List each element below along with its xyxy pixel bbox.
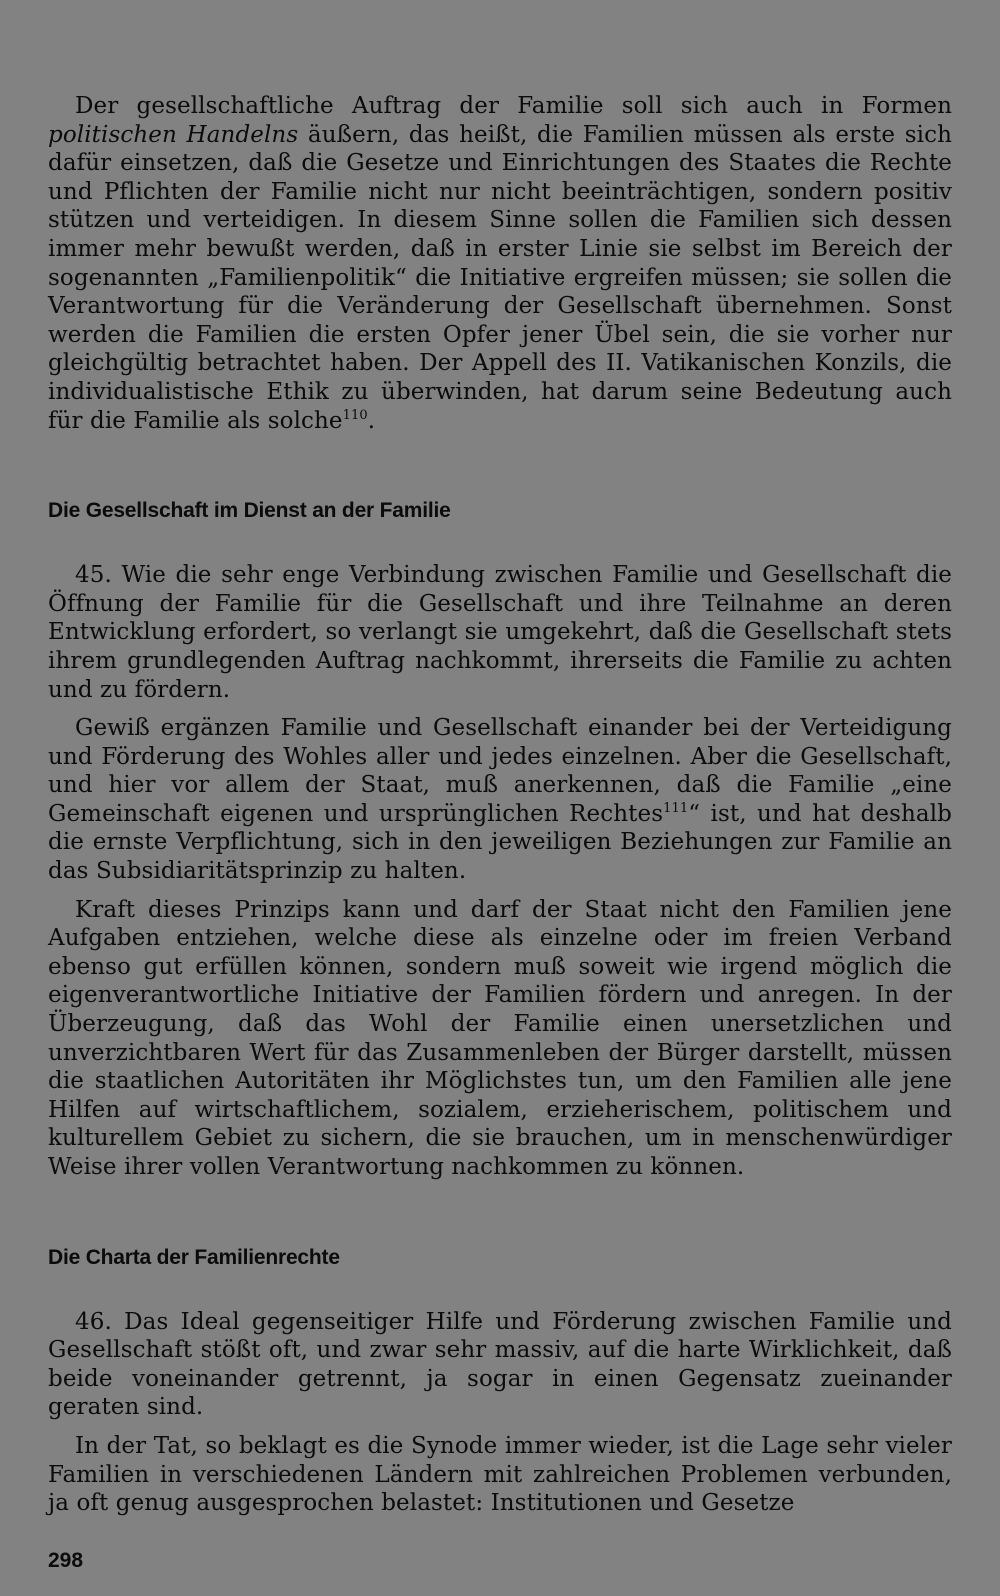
- paragraph-46: 46. Das Ideal gegenseitiger Hilfe und Förderung zwischen Familie und Gesellschaft stößt oft, und zwar sehr massiv, auf die harte Wirklichkeit, daß beide voneinander getrennt, ja sogar in einen Gegensatz zueinander geraten sind.: [48, 1308, 952, 1421]
- page-number: 298: [48, 1549, 84, 1572]
- paragraph-45: 45. Wie die sehr enge Verbindung zwischen Familie und Gesellschaft die Öffnung der Familie für die Gesellschaft und ihre Teilnahme an deren Entwicklung erfordert, so verlangt sie umgekehrt, daß die Gesellschaft stets ihrem grundlegenden Auftrag nachkommt, ihrerseits die Familie zu achten und zu fördern.: [48, 562, 952, 703]
- footnote-marker: 111: [663, 800, 689, 816]
- paragraph-text: Der gesellschaftliche Auftrag der Familie soll sich auch in Formen: [75, 93, 952, 119]
- paragraph-text: äußern, das heißt, die Familien müssen als erste sich dafür einsetzen, daß die Gesetze und Einrichtungen des Staates die Rechte und Pflichten der Familie nicht nur nicht beeinträchtigen, sondern positiv stützen und verteidigen. In diesem Sinne sollen die Familien sich dessen immer mehr bewußt werden, daß in erster Linie sie selbst im Bereich der sogenannten „Familienpolitik“ die Initiative ergreifen müssen; sie sollen die Verantwortung für die Veränderung der Gesellschaft übernehmen. Sonst werden die Familien die ersten Opfer jener Übel sein, die sie vorher nur gleichgültig betrachtet haben. Der Appell des II. Vatikanischen Konzils, die individualistische Ethik zu überwinden, hat darum seine Bedeutung auch für die Familie als solche: [48, 121, 952, 434]
- section-heading-society-serving-family: Die Gesellschaft im Dienst an der Familie: [48, 499, 451, 523]
- section-heading-charter-family-rights: Die Charta der Familienrechte: [48, 1245, 340, 1269]
- paragraph-text: Gewiß ergänzen Familie und Gesellschaft einander bei der Verteidigung und Förderung des Wohles aller und jedes einzelnen. Aber die Gesellschaft, und hier vor allem der Staat, muß anerkennen, daß die Familie „eine Gemeinschaft eigenen und ursprünglichen Rechtes: [48, 715, 952, 827]
- paragraph-text: “ ist, und hat deshalb die ernste Verpflichtung, sich in den jeweiligen Beziehungen zur Familie an das Subsidiaritätsprinzip zu halten.: [48, 800, 952, 885]
- footnote-marker: 110: [342, 407, 368, 423]
- paragraph-text: .: [367, 407, 376, 434]
- paragraph-principle: Kraft dieses Prinzips kann und darf der Staat nicht den Familien jene Aufgaben entziehen, welche diese als einzelne oder im freien Verband ebenso gut erfüllen können, sondern muß soweit wie irgend möglich die eigenverantwortliche Initiative der Familien fördern und anregen. In der Überzeugung, daß das Wohl der Familie einen unersetzlichen und unverzichtbaren Wert für das Zusammenleben der Bürger darstellt, müssen die staatlichen Autoritäten ihr Möglichstes tun, um den Familien alle jene Hilfen auf wirtschaftlichem, sozialem, erzieherischem, politischem und kulturellem Gebiet zu sichern, die sie brauchen, um in menschenwürdiger Weise ihrer vollen Verantwortung nachkommen zu können.: [48, 896, 952, 1180]
- paragraph-synod: In der Tat, so beklagt es die Synode immer wieder, ist die Lage sehr vieler Familien in verschiedenen Ländern mit zahlreichen Problemen verbunden, ja oft genug ausgesprochen belastet: Institutionen und Gesetze: [48, 1432, 952, 1517]
- page-body: [48, 92, 952, 1518]
- paragraph-political-action: [48, 92, 952, 435]
- emphasized-text: politischen Handelns: [48, 121, 299, 148]
- paragraph-subsidiarity: [48, 714, 952, 886]
